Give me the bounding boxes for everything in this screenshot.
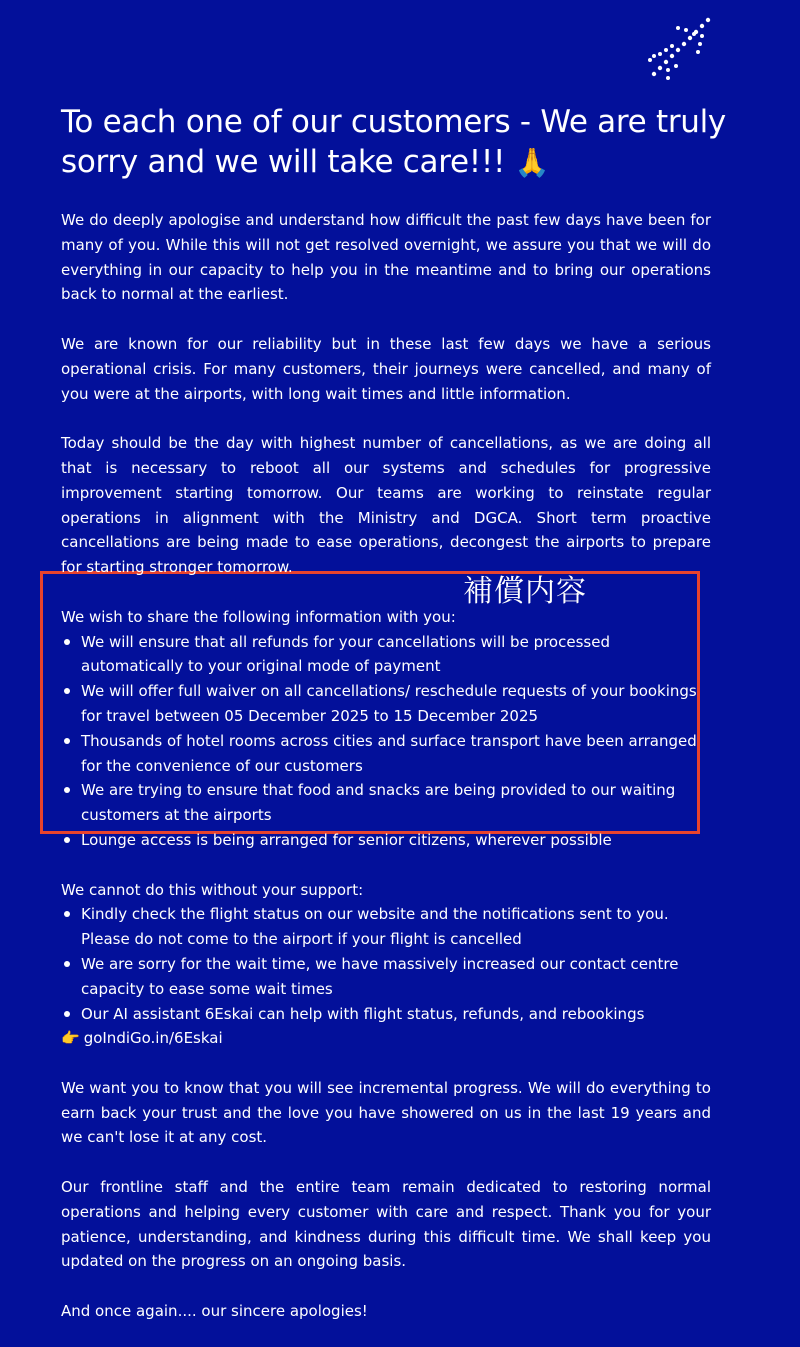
support-list [61, 902, 711, 1026]
list-item: We are sorry for the wait time, we have massively increased our contact centre capacity to ease some wait times [61, 952, 711, 1002]
paragraph-crisis: We are known for our reliability but in these last few days we have a serious operational crisis. For many customers, their journeys were cancelled, and many of you were at the airports, with long wait times and little information. [61, 334, 711, 403]
list-item: We will ensure that all refunds for your cancellations will be processed automatically to your original mode of payment [61, 630, 711, 680]
support-intro: We cannot do this without your support: [61, 880, 364, 899]
list-item: We will offer full waiver on all cancellations/ reschedule requests of your bookings for travel between 05 December 2025 to 15 December 2025 [61, 679, 711, 729]
list-item: Lounge access is being arranged for senior citizens, wherever possible [61, 828, 711, 853]
paragraph-apology: We do deeply apologise and understand how difficult the past few days have been for many of you. While this will not get resolved overnight, we assure you that we will do everything in our capacity to help you in the meantime and to bring our operations back to normal at the earliest. [61, 211, 711, 304]
pointing-finger-icon: 👉 [61, 1029, 80, 1048]
letter-body [61, 208, 711, 1324]
page-title [61, 102, 751, 183]
list-item: We are trying to ensure that food and snacks are being provided to our waiting customers at the airports [61, 778, 711, 828]
folded-hands-icon: 🙏 [514, 146, 550, 179]
indigo-logo-icon [646, 16, 714, 82]
list-item: Kindly check the flight status on our website and the notifications sent to you. Please do not come to the airport if your flight is cancelled [61, 902, 711, 952]
paragraph-closing: And once again.... our sincere apologies! [61, 1302, 368, 1321]
list-item: Our AI assistant 6Eskai can help with flight status, refunds, and rebookings [61, 1002, 711, 1027]
headline-text: To each one of our customers - We are truly sorry and we will take care!!! [61, 104, 726, 180]
paragraph-cancellations: Today should be the day with highest number of cancellations, as we are doing all that is necessary to reboot all our systems and schedules for progressive improvement starting tomorrow. Our teams are working to reinstate regular operations in alignment with the Ministry and DGCA. Short term proactive cancellations are being made to ease operations, decongest the airports to prepare for starting stronger tomorrow. [61, 434, 711, 577]
info-list [61, 630, 711, 853]
paragraph-staff: Our frontline staff and the entire team remain dedicated to restoring normal operations and helping every customer with care and respect. Thank you for your patience, understanding, and kindness during this difficult time. We shall keep you updated on the progress on an ongoing basis. [61, 1178, 711, 1271]
paragraph-progress: We want you to know that you will see incremental progress. We will do everything to earn back your trust and the love you have showered on us in the last 19 years and we can't lose it at any cost. [61, 1078, 711, 1147]
assistant-link-line [61, 1026, 711, 1051]
assistant-link[interactable]: goIndiGo.in/6Eskai [83, 1029, 223, 1048]
list-item: Thousands of hotel rooms across cities and surface transport have been arranged for the convenience of our customers [61, 729, 711, 779]
info-intro: We wish to share the following information with you: [61, 607, 456, 626]
annotation-label: 補償内容 [463, 574, 587, 609]
